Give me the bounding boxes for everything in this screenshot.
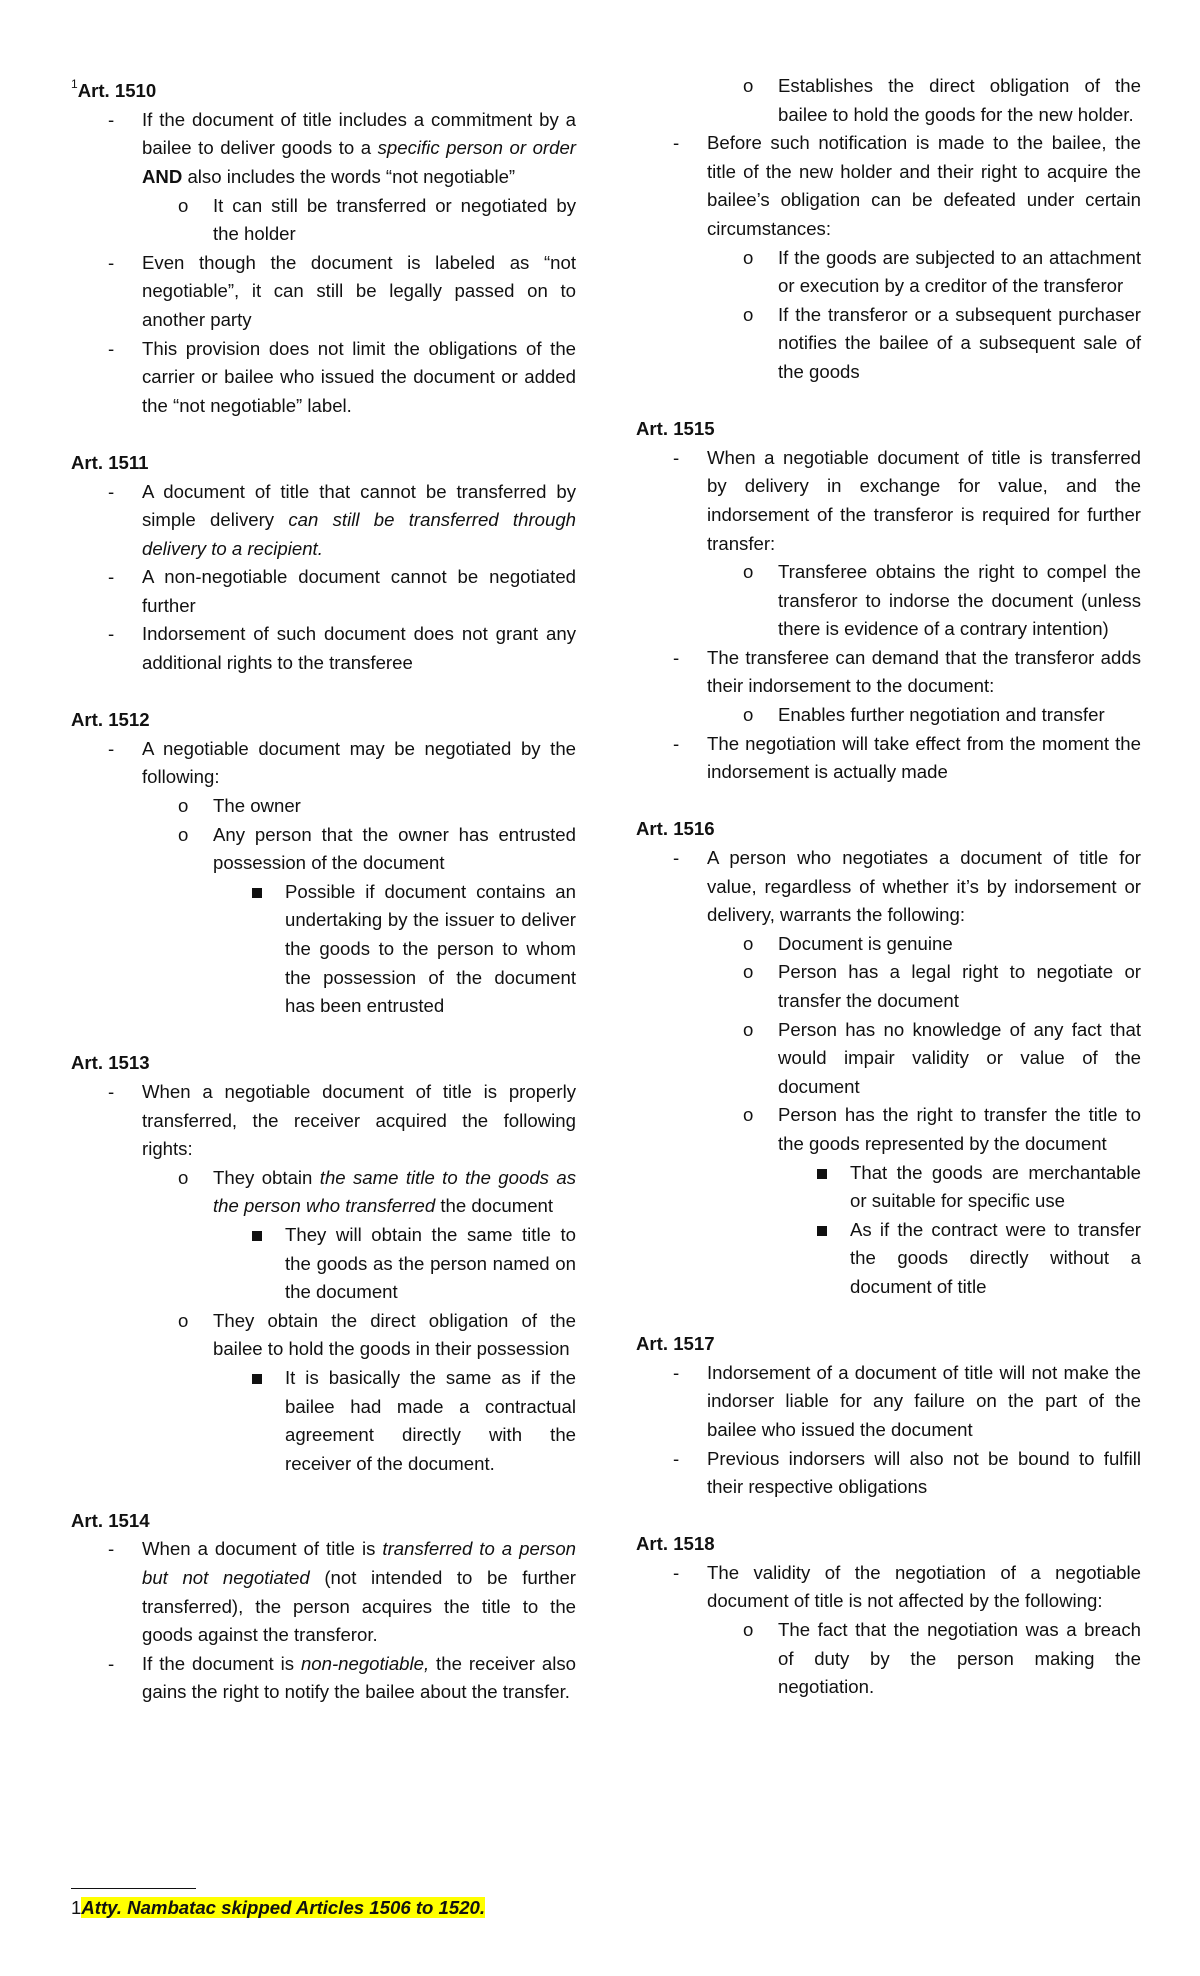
item-text: A negotiable document may be negotiated by the following: [142,737,576,788]
item-text: The negotiation will take effect from the moment the indorsement is actually made [707,732,1141,783]
article-list [71,1535,576,1707]
italic-text: specific person or order [377,137,576,159]
dash-item [142,563,576,620]
item-text: That the goods are merchantable or suitable for specific use [850,1161,1141,1212]
dash-item [142,335,576,421]
item-text: (not intended to be further transferred), the person acquires the title to the goods against the transferor. [142,1567,576,1646]
article-list [71,1078,576,1478]
dash-item [142,106,576,192]
bold-text: AND [142,165,183,187]
square-item [850,1216,1141,1302]
article-section [71,706,576,1021]
item-text: Before such notification is made to the bailee, the title of the new holder and their right to acquire the bailee’s obligation can be defeated under certain circumstances: [707,132,1141,239]
dash-item [142,1078,576,1164]
item-text: Previous indorsers will also not be bound to fulfill their respective obligations [707,1447,1141,1498]
item-text: also includes the words “not negotiable” [182,165,516,187]
item-text: Person has a legal right to negotiate or transfer the document [778,961,1141,1011]
item-text: the document [435,1195,554,1217]
article-title: Art. 1510 [77,80,157,102]
item-text: The fact that the negotiation was a breach of duty by the person making the negotiation. [778,1619,1141,1698]
circle-item [778,958,1141,1015]
article-title: Art. 1517 [636,1333,715,1355]
item-text: Person has the right to transfer the title to the goods represented by the document [778,1104,1141,1154]
article-heading [71,449,576,478]
circle-item [778,244,1141,301]
item-text: The owner [213,795,301,817]
article-heading [71,706,576,735]
article-section [71,1049,576,1478]
italic-text: transferred to a person but not negotiated [142,1538,576,1589]
item-text: Document is genuine [778,932,953,954]
item-text: A person who negotiates a document of title for value, regardless of whether it’s by indorsement or delivery, warrants the following: [707,847,1141,926]
circle-item [213,192,576,249]
circle-item [213,1164,576,1221]
item-text: the receiver also gains the right to notify the bailee about the transfer. [142,1652,576,1703]
item-text: A non-negotiable document cannot be negotiated further [142,566,576,616]
circle-item [213,821,576,878]
dash-item [707,1359,1141,1445]
dash-item [707,1445,1141,1502]
item-text: If the document of title includes a commitment by a bailee to deliver goods to a [142,108,576,159]
article-list [636,72,1141,387]
circle-item [778,930,1141,959]
item-text: It can still be transferred or negotiated by the holder [213,194,576,245]
item-text: They obtain [213,1166,320,1188]
footnote-marker: 1 [71,1897,82,1918]
article-title: Art. 1512 [71,709,150,731]
circle-item [778,1101,1141,1158]
left-column [71,72,576,1736]
dash-item [142,478,576,564]
article-heading [636,1530,1141,1559]
article-heading [71,72,576,106]
item-text: When a document of title is [142,1538,383,1560]
circle-item [213,1307,576,1364]
dash-item [142,1535,576,1649]
article-title: Art. 1511 [71,451,149,473]
footnote [71,1894,485,1922]
article-section [636,815,1141,1301]
square-item [285,1364,576,1478]
article-heading [636,1330,1141,1359]
article-title: Art. 1513 [71,1052,150,1074]
article-section [71,449,576,678]
dash-item [707,129,1141,243]
item-text: As if the contract were to transfer the goods directly without a document of title [850,1218,1141,1297]
item-text: The transferee can demand that the transferor adds their indorsement to the document: [707,646,1141,697]
article-heading [71,1507,576,1536]
circle-item [778,72,1141,129]
item-text: Possible if document contains an undertaking by the issuer to deliver the goods to the person to whom the possession of the document has been entrusted [285,880,576,1017]
item-text: Indorsement of a document of title will not make the indorser liable for any failure on the part of the bailee who issued the document [707,1361,1141,1440]
right-column [636,72,1141,1730]
circle-item [778,301,1141,387]
dash-item [142,735,576,792]
italic-text: non-negotiable, [300,1652,430,1674]
square-item [850,1159,1141,1216]
item-text: Establishes the direct obligation of the bailee to hold the goods for the new holder. [778,75,1141,125]
item-text: Even though the document is labeled as “not negotiable”, it can still be legally passed on to another party [142,251,576,330]
footnote-separator [71,1888,196,1889]
dash-item [142,249,576,335]
article-section [636,415,1141,787]
article-title: Art. 1516 [636,818,715,840]
footnote-text: Atty. Nambatac skipped Articles 1506 to 1520. [81,1897,486,1918]
article-list [636,444,1141,787]
dash-item [707,730,1141,787]
item-text: If the document is [142,1652,301,1674]
item-text: Transferee obtains the right to compel the transferor to indorse the document (unless there is evidence of a contrary intention) [778,561,1141,640]
item-text: Enables further negotiation and transfer [778,704,1105,726]
article-heading [636,415,1141,444]
article-title: Art. 1515 [636,418,715,440]
item-text: Any person that the owner has entrusted possession of the document [213,823,576,874]
circle-item [213,792,576,821]
article-section [636,1530,1141,1702]
item-text: They obtain the direct obligation of the bailee to hold the goods in their possession [213,1309,576,1360]
circle-item [778,1616,1141,1702]
italic-text: the same title to the goods as the person who transferred [213,1166,576,1217]
dash-item [707,644,1141,701]
circle-item [778,1016,1141,1102]
article-section [636,1330,1141,1502]
article-list [636,1359,1141,1502]
article-list [636,844,1141,1302]
item-text: When a negotiable document of title is properly transferred, the receiver acquired the following rights: [142,1080,576,1160]
article-title: Art. 1514 [71,1509,150,1531]
article-list [71,106,576,421]
item-text: They will obtain the same title to the goods as the person named on the document [285,1223,576,1303]
article-list [71,478,576,678]
dash-item [707,844,1141,930]
item-text: The validity of the negotiation of a negotiable document of title is not affected by the following: [707,1561,1141,1612]
footnote-reference: 1 [71,77,78,91]
square-item [285,878,576,1021]
italic-text: can still be transferred through delivery to a recipient. [142,509,576,559]
item-text: Person has no knowledge of any fact that would impair validity or value of the document [778,1018,1141,1097]
circle-item [778,701,1141,730]
article-heading [71,1049,576,1078]
item-text: If the goods are subjected to an attachment or execution by a creditor of the transferor [778,246,1141,297]
dash-item [707,444,1141,558]
item-text: It is basically the same as if the bailee had made a contractual agreement directly with the receiver of the document. [285,1366,576,1474]
circle-item [778,558,1141,644]
dash-item [142,620,576,677]
item-text: A document of title that cannot be transferred by simple delivery [142,480,576,531]
dash-item [142,1650,576,1707]
article-title: Art. 1518 [636,1533,715,1555]
article-heading [636,815,1141,844]
square-item [285,1221,576,1307]
article-section [636,72,1141,387]
article-section [71,1507,576,1707]
item-text: This provision does not limit the obligations of the carrier or bailee who issued the document or added the “not negotiable” label. [142,337,576,416]
item-text: When a negotiable document of title is transferred by delivery in exchange for value, and the indorsement of the transferor is required for further transfer: [707,446,1141,554]
article-list [636,1559,1141,1702]
article-list [71,735,576,1021]
article-section [71,72,576,420]
item-text: If the transferor or a subsequent purchaser notifies the bailee of a subsequent sale of the goods [778,303,1141,382]
dash-item [707,1559,1141,1616]
item-text: Indorsement of such document does not grant any additional rights to the transferee [142,623,576,674]
